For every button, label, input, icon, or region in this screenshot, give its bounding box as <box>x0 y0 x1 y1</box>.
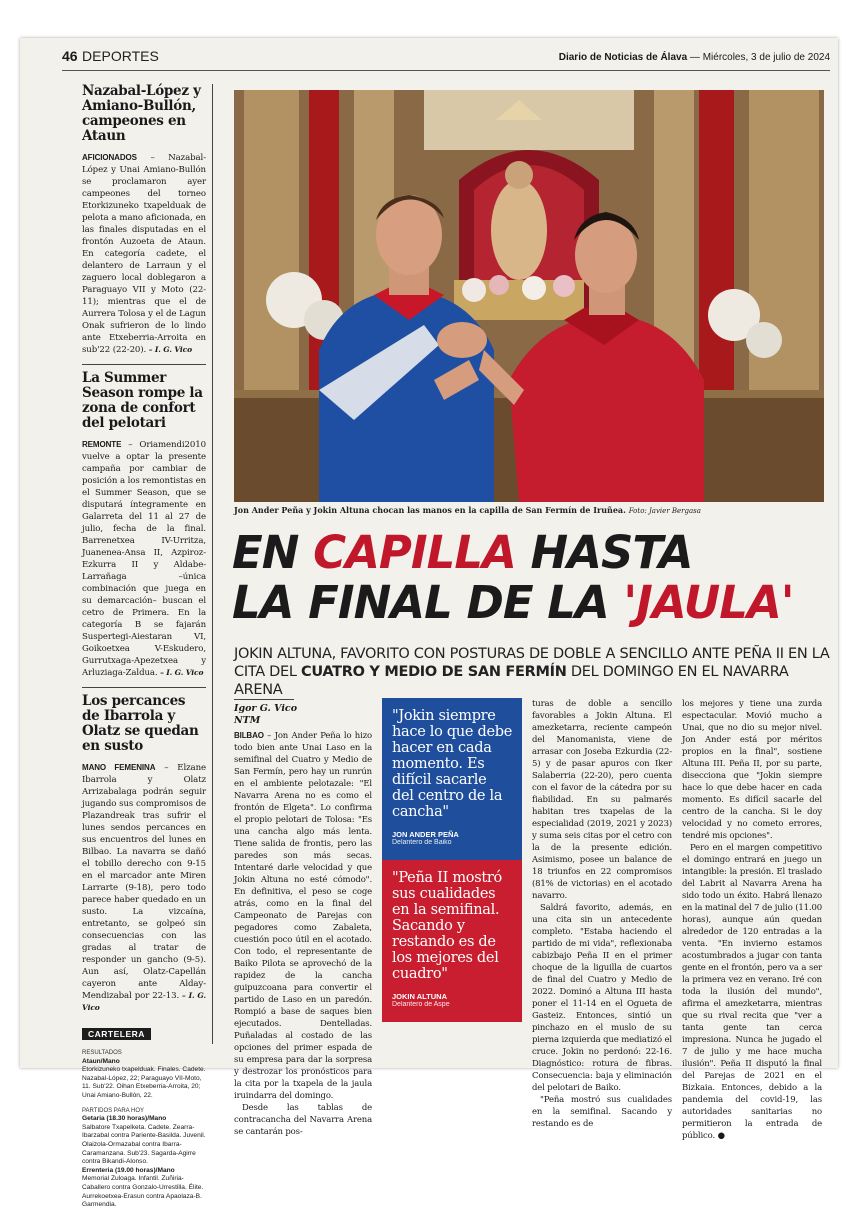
issue-date: — Miércoles, 3 de julio de 2024 <box>689 52 830 63</box>
results-text: Etorkizuneko txapelduak. Finales. Cadete. Nazabal-López, 22; Paraguayo VII-Moto, 11. Sub'22. Oihan Etxeberria-Arroita, 20; Unai Amiano-Bullón, 22. <box>82 1066 206 1099</box>
article-headline <box>232 528 832 628</box>
paragraph: "Peña mostró sus cualidades en la semifinal. Sacando y restando es de <box>532 1095 672 1129</box>
main-photo <box>234 90 824 502</box>
subhead-bold: CUATRO Y MEDIO DE SAN FERMÍN <box>300 664 567 680</box>
byline-rule <box>234 699 294 700</box>
brief-body <box>82 152 206 356</box>
brief-text: – Oriamendi2010 vuelve a optar la presente campaña por cambiar de posición a los remontistas en el Summer Season, que se disputará íntegramente en Galarreta del 11 al 27 de julio, fecha de la final. Barrenetxea IV-Urritza, Juanenea-Ansa II, Azpiroz-Ezkurra II y Aldabe-Larrañaga –única combinación que juega en su demarcación– buscan el cetro de Primera. En la categoría B se fajarán Suspertegi-Aiestaran VI, Goikoetxea V-Eskudero, Gurrutxaga-Apezetxea y Arluziaga-Zaldua. <box>82 440 206 678</box>
paragraph: Desde las tablas de contracancha del Navarra Arena se cantarán pos- <box>234 1103 372 1137</box>
brief-body <box>82 762 206 1014</box>
cartelera-tag: CARTELERA <box>82 1028 151 1040</box>
divider <box>82 364 206 365</box>
headline-text: EN <box>232 526 314 579</box>
headline-text: LA FINAL DE LA <box>232 576 624 629</box>
article-subhead <box>234 645 834 699</box>
match-text: Salbatore Txapelketa. Cadete. Zearra-Ibarzabal contra Pariente-Basilda. Juvenil. Olaizola-Ormazabal contra Ibarra-Caramanzana. Sub'23. Sagarda-Agirre contra Bikandi-Alonso. <box>82 1123 206 1166</box>
newspaper-name: Diario de Noticias de Álava <box>558 52 688 63</box>
news-briefs-sidebar <box>82 83 213 1209</box>
brief-1 <box>82 84 206 356</box>
caption-text: Jon Ander Peña y Jokin Altuna chocan las manos en la capilla de San Fermín de Iruñea. <box>234 505 626 515</box>
paragraph-text: – Jon Ander Peña lo hizo todo bien ante Unai Laso en la semifinal del Cuatro y Medio de San Fermín, pero hay un runrún en el ambiente pelotazale: "El Navarra Arena no es como el frontón de Elgeta". Lo confirma el propio pelotari de Tolosa: "Es una cancha algo más lenta. Tiene salida de frontis, pero las paredes son más secas. Intentaré darle velocidad y que Jokin Altuna no esté cómodo". En definitiva, el peso se coge atrás, como en la final del Campeonato de Parejas con pegadores como Zabaleta, cuestión poco útil en el acotado. Con todo, el representante de Baiko Pilota se aprovechó de la rapidez de la cancha guipuzcoana para convertir el partido de Laso en un paredón. Rompió a base de saques bien ejecutados. Dentelladas. Puñaladas al costado de las opciones del primer espada de su empresa para dar la sorpresa y destrozar los pronósticos para la cita por la txapela de la jaula iruindarra del domingo. <box>234 731 372 1101</box>
paragraph: Saldrá favorito, además, en una cita sin un antecedente completo. "Estaba haciendo el partido de mi vida", reflexionaba cabizbajo Peña II en el primer choque de la liguilla de cuartos de final del Cuatro y Medio de 2022. Dominó a Altuna III hasta poner el 11-14 en el Ogueta de Gasteiz. Entonces, sintió un pinchazo en el muslo de su pierna izquierda que mediatizó el cruce. Jokin no perdonó: 22-16. Diagnóstico: rotura de fibras. Consecuencia: baja y eliminación del pelotari de Baiko. <box>532 903 672 1093</box>
page-number: 46 <box>62 48 78 64</box>
today-heading: PARTIDOS PARA HOY <box>82 1107 145 1114</box>
brief-title: Los percances de Ibarrola y Olatz se quedan en susto <box>82 693 199 754</box>
paragraph: turas de doble a sencillo favorables a Jokin Altuna. El amezketarra, reciente campeón del Manomanista, viene de arrasar con Joseba Ezkurdia (22-5) y de pasar apuros con Iker Salaberria (22-20), pero cuenta con el favor de la cátedra por su fiabilidad. En su palmarés habitan tres txapelas de la especialidad (2019, 2021 y 2023) y suma seis citas por el cetro con la de la presente edición. Asimismo, posee un balance de 18 triunfos en 22 compromisos (81% de victorias) en el acotado navarro. <box>532 699 672 901</box>
paragraph: los mejores y tiene una zurda espectacular. Movió mucho a Unai, que no dio su mejor nivel. Jon Ander está por méritos propios en la final", sostiene Altuna III. Peña II, por su parte, disecciona que "Jokin siempre hace lo que debe hacer en cada momento. Es difícil sacarle del centro de la cancha. Si le doy velocidad y no cometo errores, tendré mis opciones". <box>682 699 822 841</box>
quote-role: Delantero de Baiko <box>392 839 452 846</box>
brief-2 <box>82 371 206 679</box>
article-column-3 <box>682 698 822 1142</box>
match-place: Getaria (18.30 horas)/Mano <box>82 1115 167 1123</box>
cartelera-listing <box>82 1049 206 1210</box>
brief-lead: MANO FEMENINA <box>82 763 156 772</box>
headline-highlight: 'JAULA' <box>623 576 794 629</box>
photo-caption <box>234 505 824 515</box>
article-column-2 <box>532 698 672 1130</box>
match-place: Errenteria (19.00 horas)/Mano <box>82 1166 175 1174</box>
byline <box>234 699 372 727</box>
article-column-1 <box>234 730 372 1138</box>
brief-body <box>82 439 206 679</box>
brief-signature: – I. G. Vico <box>146 345 193 354</box>
brief-title: La Summer Season rompe la zona de confort del pelotari <box>82 370 203 431</box>
brief-text: – Elzane Ibarrola y Olatz Arrizabalaga podrán seguir jugando sus compromisos de Plazandreak tras sufrir el lunes sendos percances en sus encuentros del lunes en Bilbao. La navarra se dañó el tobillo derecho con 9-15 en el marcador ante Miren Larrarte (9-18), pero todo parece haber quedado en un susto. La vizcaína, entretanto, se golpeó sin consecuencias con las gradas al tratar de responder un gancho (9-5). Aun así, Olatz-Capellán cayeron ante Alday-Mendizabal por 22-13. <box>82 763 206 1001</box>
pull-quote-2 <box>382 860 522 1022</box>
brief-signature: – I. G. Vico <box>157 668 204 677</box>
author-name: Igor G. Vico <box>234 703 298 714</box>
masthead-date <box>559 52 830 63</box>
photo-credit: Foto: Javier Bergasa <box>628 507 701 515</box>
quote-speaker: JOKIN ALTUNA <box>392 992 447 1001</box>
headline-highlight: CAPILLA <box>313 526 516 579</box>
dateline: BILBAO <box>234 731 264 740</box>
headline-line-2 <box>232 578 832 628</box>
quote-speaker: JON ANDER PEÑA <box>392 830 459 839</box>
match-text: Memorial Zuloaga. Infantil. Zuñiria-Caballero contra Gonzalo-Urrestilla. Élite. Aurrekoetxea-Erasun contra Apaolaza-B. Garmendia. <box>82 1175 204 1209</box>
quote-text: "Jokin siempre hace lo que debe hacer en cada momento. Es difícil sacarle del centro de la cancha" <box>392 708 513 820</box>
brief-text: – Nazabal-López y Unai Amiano-Bullón se proclamaron ayer campeones del torneo Etorkizuneko txapelduak de pelota a mano aficionada, en las finales disputadas en el frontón Auzoeta de Ataun. En categoría cadete, el delantero de Larraun y el zaguero local doblegaron a Paraguayo VII y Moto (22-11); mientras que el de Aurrera Tolosa y el de Lagun Onak sufrieron de lo lindo ante Etxeberria-Arroita en sub'22 (22-20). <box>82 153 206 355</box>
section-name: DEPORTES <box>82 48 159 64</box>
brief-signature: – I. G. Vico <box>82 991 206 1012</box>
results-place: Ataun/Mano <box>82 1057 120 1065</box>
pull-quote-1 <box>382 698 522 860</box>
page-header <box>62 48 830 71</box>
chapel-photo-illustration <box>234 90 824 502</box>
brief-3 <box>82 694 206 1014</box>
subhead-text: JOKIN ALTUNA, FAVORITO CON POSTURAS DE DOBLE A SENCILLO ANTE PEÑA II EN LA CITA DEL <box>234 646 830 680</box>
results-heading: RESULTADOS <box>82 1050 122 1056</box>
brief-lead: AFICIONADOS <box>82 153 137 162</box>
divider <box>82 687 206 688</box>
quote-role: Delantero de Aspe <box>392 1001 450 1008</box>
paragraph: Pero en el margen competitivo el domingo entrará en juego un intangible: la presión. El traslado del Labrit al Navarra Arena ha sido todo un éxito. Habrá llenazo en la matinal del 7 de julio (11.00 horas), aunque aún quedan alrededor de 120 entradas a la venta. "En invierno estamos acostumbrados a jugar con tanta gente en el frontón, pero va a ser la primera vez en verano. Iré con toda la ilusión del mundo", afirma el amezketarra, mientras que su rival recita que "ver a tanta gente tan cerca impresiona. Nunca he jugado el 7 de julio y me hace mucha ilusión". Peña II disputó la final del Parejas de 2021 en el Bizkaia. Entonces, debido a la pandemia del covid-19, las autoridades sanitarias no permitieron la entrada de público. ● <box>682 843 822 1141</box>
quote-text: "Peña II mostró sus cualidades en la semifinal. Sacando y restando es de los mejores del cuadro" <box>392 870 502 982</box>
subhead-text: DEL DOMINGO EN EL NAVARRA ARENA <box>234 664 789 698</box>
agency-name: NTM <box>234 715 261 726</box>
headline-line-1 <box>232 528 832 578</box>
paragraph <box>234 730 372 1102</box>
headline-text: HASTA <box>515 526 693 579</box>
brief-lead: REMONTE <box>82 440 122 449</box>
brief-title: Nazabal-López y Amiano-Bullón, campeones en Ataun <box>82 83 201 144</box>
